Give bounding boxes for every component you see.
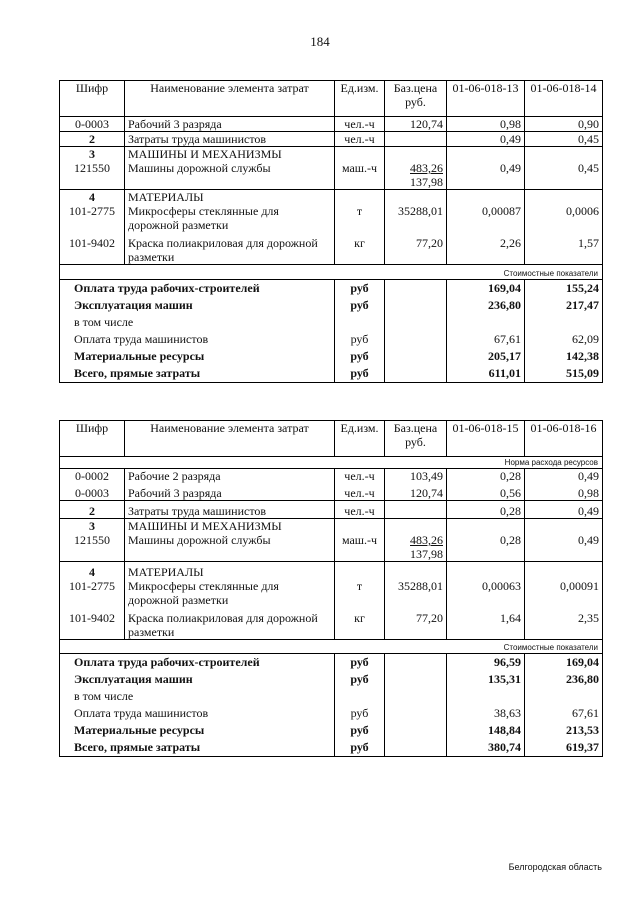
table-row: 101-2775 Микросферы стеклянные для дорожной разметки т 35288,01 0,00087 0,0006 [60,204,603,232]
table-row: 0-0003 Рабочий 3 разряда чел.-ч 120,74 0,98 0,90 [60,117,603,132]
header-col-1: 01-06-018-13 [447,81,525,117]
summary-row: Оплата труда рабочих-строителей руб 169,04 155,24 [60,280,603,298]
table-row: 101-9402 Краска полиакриловая для дорожной разметки кг 77,20 2,26 1,57 [60,232,603,265]
header-name: Наименование элемента затрат [125,421,335,457]
resource-note-row: Норма расхода ресурсов [60,457,603,469]
header-unit: Ед.изм. [335,421,385,457]
header-unit: Ед.изм. [335,81,385,117]
table-row: 0-0003 Рабочий 3 разряда чел.-ч 120,74 0,56 0,98 [60,483,603,501]
header-col-1: 01-06-018-15 [447,421,525,457]
table-row: 2 Затраты труда машинистов чел.-ч 0,28 0,49 [60,501,603,519]
summary-row: в том числе [60,314,603,331]
header-col-2: 01-06-018-16 [525,421,603,457]
summary-row: в том числе [60,688,603,705]
summary-row: Эксплуатация машин руб 135,31 236,80 [60,671,603,688]
table-row: 121550 Машины дорожной службы маш.-ч 483,26 137,98 0,28 0,49 [60,533,603,562]
summary-row: Материальные ресурсы руб 205,17 142,38 [60,348,603,365]
summary-row: Всего, прямые затраты руб 611,01 515,09 [60,365,603,383]
page-number: 184 [310,34,330,49]
table-row: 121550 Машины дорожной службы маш.-ч 483,26 137,98 0,49 0,45 [60,161,603,190]
summary-row: Эксплуатация машин руб 236,80 217,47 [60,297,603,314]
table-row: 101-2775 Микросферы стеклянные для дорожной разметки т 35288,01 0,00063 0,00091 [60,579,603,607]
cost-note-row: Стоимостные показатели [60,640,603,654]
summary-row: Материальные ресурсы руб 148,84 213,53 [60,722,603,739]
header-name: Наименование элемента затрат [125,81,335,117]
summary-row: Оплата труда рабочих-строителей руб 96,59 169,04 [60,654,603,672]
table-row: 101-9402 Краска полиакриловая для дорожной разметки кг 77,20 1,64 2,35 [60,607,603,640]
header-code: Шифр [60,421,125,457]
cost-table-1 [59,80,603,383]
header-col-2: 01-06-018-14 [525,81,603,117]
section-row: 4 МАТЕРИАЛЫ [60,190,603,205]
header-price: Баз.цена руб. [385,81,447,117]
cost-note-row: Стоимостные показатели [60,265,603,280]
header-code: Шифр [60,81,125,117]
cost-table-2 [59,420,603,757]
summary-row: Оплата труда машинистов руб 67,61 62,09 [60,331,603,348]
summary-row: Оплата труда машинистов руб 38,63 67,61 [60,705,603,722]
table-row: 2 Затраты труда машинистов чел.-ч 0,49 0,45 [60,132,603,147]
table-row: 0-0002 Рабочие 2 разряда чел.-ч 103,49 0,28 0,49 [60,469,603,484]
section-row: 3 МАШИНЫ И МЕХАНИЗМЫ [60,147,603,162]
footer-region: Белгородская область [508,862,602,872]
summary-row: Всего, прямые затраты руб 380,74 619,37 [60,739,603,757]
section-row: 4 МАТЕРИАЛЫ [60,562,603,580]
header-price: Баз.цена руб. [385,421,447,457]
section-row: 3 МАШИНЫ И МЕХАНИЗМЫ [60,519,603,534]
